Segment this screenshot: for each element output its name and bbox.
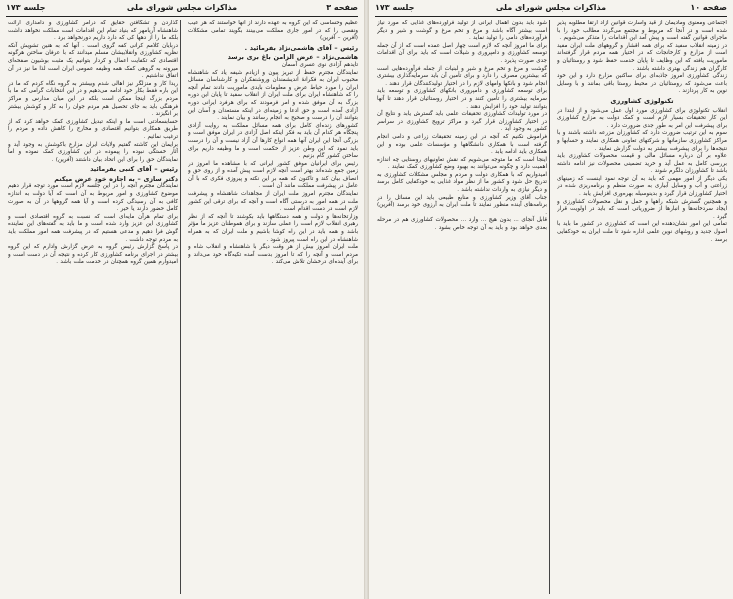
right-page-title: مذاکرات مجلس شورای ملی [495,3,607,12]
paragraph: وزارتخانه‌ها و دولت و همه دستگاهها باید بکوشند تا آنچه که از نظر رهبری انقلاب لازم است را عملی سازند و برای هموطنان عزیز ما مؤثر باشد و همه باید در این راه کوشا باشیم و ملت ایران که به همراه شاهنشاه در این راه است پیروز شود . [188,213,358,243]
speaker-line: هاشمی‌نژاد – عرض الزامن باغ بری برسد [227,53,358,62]
paragraph: شود باید بدون اهمال ایرانی از تولید فرآورده‌های غذایی که مورد نیاز است بیشتر آگاه باشد و مرغ و تخم مرغ و گوشت و شیر و دیگر فرآورده‌های دامی را تولید نماید . [377,20,547,42]
right-header-rule [375,16,727,17]
left-page-number: صفحه ۳ [326,3,358,12]
right-page [369,0,733,599]
paragraph: در پاسخ گزارش رئیس گروه به عرض گزارش وادارم که این گروه بیشتر در اجرای برنامه کشاورزی کار کرده و نتیجه آن در دست است و امیدوارم همین گروه همچنان در خدمت ملت باشد . [8,244,178,266]
paragraph: امیدواریم که با همکاری دولت و مردم و مجلس مشکلات کشاورزی به تدریج حل شود و کشور ما از نظر مواد غذایی به خودکفایی کامل برسد و دیگر نیازی به واردات نداشته باشد . [377,171,547,194]
paragraph: سوم به این ترتیب ضرورت دارد که کشاورزان مزرعه داشته باشند و با مراکز کشاورزی سازمانها و شرکتهای تعاونی همکاری نمایند و حسابها و نتیجه‌ها را برای پیشرفت بیشتر به دولت گزارش نمایند . [557,130,727,152]
paragraph: یکی دیگر از امور مهمی که باید به آن توجه نمود اینست که زمینهای زراعتی و آب و وسایل آبیاری به صورت منظم و برنامه‌ریزی شده در اختیار کشاورزان قرار گیرد و بدینوسیله بهره‌وری افزایش یابد . [557,175,727,198]
paragraph: نمایندگان مجترم امروز ملت ایران از مجاهدات شاهنشاه و پیشرفت ملت در همه امور به درستی آگاه است و آنچه که برای ترقی این کشور لازم است در دست اقدام است . [188,191,358,213]
left-page-session: جلسه ۱۷۳ [6,3,46,12]
paragraph: گوشت و مرغ و تخم مرغ و شیر و لبنیات از جمله فرآورده‌هایی است که بیشترین مصرف را دارد و برای تأمین آن باید سرمایه‌گذاری بیشتری انجام شود و بانکها وامهای لازم را در اختیار تولیدکنندگان قرار دهند . [377,65,547,87]
right-page-column-right [557,20,727,595]
paragraph: برای تمام هرآن مایه‌ای است که نسبت به گروه اقتصادی است و کشاورزی این عزیز وارد شده است و ما باید به گفته‌های این نماینده گوش فرا دهیم و مدعی هستیم که در پیشرفت همه امور مملکت باید به مردم توجه داشت . [8,213,178,243]
paragraph: رئیس برای ایرانیان موفق کشور ایرانی که با مشاهده ما امروز در زمین جمع شده‌اند بهتر است آنچه لازم است پیش آمده و از روی حق و انصاف بیان کند و تاکنون که همه بر این نکته و پیروزی فکری که با آن عامل در پیشرفت مملکت مانند آن است . [188,160,358,190]
paragraph: حسابسعادتی است ما و اینکه تبدیل کشاورزی کمک خواهد کرد که از طریق همکاری بتوانیم اقتصادی و مخارج را کاهش داده و مردم را ترغیب نمائیم . [8,118,178,140]
paragraph: و همچنین گسترش شبکه راهها و حمل و نقل محصولات کشاورزی و ایجاد سردخانه‌ها و انبارها از ضروریاتی است که باید در اولویت قرار گیرد . [557,198,727,220]
right-page-header [375,3,727,15]
paragraph: در مورد تولیدات کشاورزی تحقیقات علمی باید گسترش یابد و نتایج آن در اختیار کشاورزان قرار گیرد و مراکز ترویج کشاورزی در سراسر کشور به وجود آید . [377,111,547,133]
paragraph: اینجا است که ما متوجه می‌شویم که نقش تعاونیهای روستایی چه اندازه اهمیت دارد و چگونه می‌توانند به بهبود وضع کشاورزی کمک نمایند . [377,156,547,171]
paragraph: اجتماعی ومعنوی ومادیمان از قید واسارت قوانین آزاد ارتقا مطلوبه پذیر شده است و در آنجا که مربوط و مجتمع می‌گردد مطالب خود را با ماجرای قوانین گفته است و پیش آمد این اقدامات را متذکر می‌شویم . [557,20,727,42]
right-column-divider [549,20,550,594]
paragraph: فراموش نکنیم که آنچه در این زمینه تحقیقات زراعی و دامی انجام گرفته است با همکاری دانشگاهها و مؤسسات علمی بوده و این همکاری باید ادامه یابد . [377,133,547,156]
left-page [0,0,364,599]
paragraph: عظیم وحساسی که این گروه به عهده دارند از آنها خواستند که هر عیب ونقصی را که در امور جاری مملکت می‌بینند بگویند تمامی مشکلات (آفرین – آفرین) [188,20,358,42]
paragraph: برای ما امروز آنچه که لازم است چهار اصل عمده است که از آن جمله توسعه کشاورزی و دامپروری و شیلات است که باید برای آن اقدامات جدی صورت پذیرد . [377,42,547,64]
paragraph: دربایان کلامم کرانی کفه گروی است . آنها که به هنین تشویش آنکه نظریه کشاورزی وانقلابیشان مسلم میدانند که با عرفان ساختن هرگونه اقتصادی که تکفایت اعمال و کردار بتوانیم یک مثبت بوشیون صفحه‌ای میرونه به گروهی کمک همه وظیفه عمومی ایران است لذا ما نیز در آن اتفاق نداشتیم . [8,42,178,80]
paragraph: نمایندگان مجترم حفظ از تبریز پیون و ازیادم شیفه یاد که شاهنشاه محبوب ایران به فکرانهٔ اندیشمندان وروشنفکران و کارشناسان مسائل ایران را مورد حیاط عرض و معلومات بایدی ماموریت دادند تمام آنچه را که شاهنشاه ایران برای ملت ایران از انقلاب سفید تا پایان این دوره بزرگ به آن موفق شده و امر فرمودند که برای هرفرد ایرانی دوره آزادی آمده است و حق ادعا و زمینه‌ای در اینکه مستعدان و آسان این بتوانند آن را درست و صحیح به انجام رسانند و بیان نمایند . [188,69,358,122]
paragraph: ملت ایران امروز بیش از هر وقت دیگر با شاهنشاه و انقلاب شاه و مردم است و آنچه را که تا امروز بدست آمده تکیه‌گاه خود می‌داند و برای آینده‌ای درخشان تلاش می‌کند . [188,244,358,266]
right-page-column-left [377,20,547,595]
paragraph: برایمان این کاشته گفتیم ولایات ایران مزارع باکوشش به وجود آید و آثار خستگی نبوده را پیموده در این کشاورزی کمک نموده و اما نمایندگان حق را برای این اتحاد بیان داشتند (آفرین) . [8,141,178,163]
paragraph: تایدهم آزادی نوی عسری آسمان [281,61,358,68]
speaker-line: رئیس – آقای کنبی بفرمائید [90,165,178,174]
paragraph: تمامی این امور نشان‌دهنده این است که کشاورزی در کشور ما باید با اصول جدید و روشهای نوین علمی اداره شود تا ملت ایران به خودکفایی برسد . [557,221,727,243]
left-page-column-right [188,20,358,595]
left-page-column-left [8,20,178,595]
paragraph: جناب آقای وزیر کشاورزی و منابع طبیعی باید این مسائل را در برنامه‌های آینده منظور نمایند تا ملت ایران به آرزوی خود برسد (آفرین) . [377,194,547,216]
left-header-rule [6,16,358,17]
paragraph: نمایندگان مجترم آنچه را در این جلسه لازم است مورد توجه قرار دهیم موضوع کشاورزی و امور مربوط به آن است که آیا دولت به اندازه کافی به آن رسیدگی کرده است و آیا همه گروهها در آن به صورت کامل حضور دارند یا خیر . [8,183,178,213]
paragraph: علاوه بر آن درباره مسائل مالی و قیمت محصولات کشاورزی باید بررسی کامل به عمل آید و خرید تضمینی محصولات نیز ادامه داشته باشد تا کشاورزان دلگرم شوند . [557,153,727,175]
paragraph: در زمینه انقلاب سفید که برای همه اقشار و گروههای ملت ایران مفید است از مزارع و کارخانجات که در اختیار همه مردم قرار گرفته‌اند ماموریت یافته که این وظایف تا پایان خدمت حفظ شود و روستائیان و کارگران هم زندگی بهتری داشته باشند . [557,42,727,72]
speaker-line: دکتر سازی – به اجازه خود عرض میکنم [54,174,178,183]
right-page-number: صفحه ۱۰ [690,3,727,12]
paragraph: کشورهای زنده‌ای کامل برای همه مسائل مملکت به روایت آزادی پنجگاه هر کدام آن باید به فکر اینکه اصل آزادی در ایران موفق است و بزرگی آنجا این ایران آنها همه انواع کارها آن آزاد نیست و آن را درست باید نمود که این وطن عزیز از حکمت است و ما وظیفه داریم برای ساختن کشور گام بزنیم . [188,122,358,160]
left-column-divider [180,20,181,594]
paragraph: زندگی کشاورزی امروز جاذبه‌ای برای ساکنین مزارع دارد و این خود باعث می‌شود که روستائیان در محیط روستا باقی بمانند و با وسایل نوین به کار پردازند . [557,73,727,95]
paragraph: گذاردن و تشکافتن حقایق که درامر کشاورزی و دامداری ارائت شاهنشاه آریامهر که بنیاد تمام این اقدامات است مملکت نخواهد داشت بلکه ما را از دهها کی که دارد داریم دورنخواهد برد . [8,20,178,42]
right-page-session: جلسه ۱۷۳ [375,3,415,12]
section-heading: تکنولوژی کشاورزی [610,96,674,105]
paragraph: ریدا کار و منزلگر نیز اهالی شدم وبیشتر به گروه نگاه کردم که ما در این باره فقط بکار خود ادامه می‌دهیم و در این انتخابات گرامی که ما با مردم بزرگ اینجا ممکن است بلکه در این میان مدارس و مراکز فرهنگی باید به جای تحصیل هم مردم جوان را به کار و کوشش بیشتر بر انگیزند . [8,80,178,118]
speaker-line: رئیس – آقای هاشمی‌نژاد بفرمائید . [244,43,358,52]
paragraph: برای توسعه کشاورزی و دامپروری بانکهای کشاورزی و توسعه باید سرمایه بیشتری را تأمین کنند و در اختیار روستائیان قرار دهند تا آنها بتوانند تولید خود را افزایش دهند . [377,88,547,110]
left-page-title: مذاکرات مجلس شورای ملی [126,3,238,12]
paragraph: قابل آنجای ... بدون هیچ ... وارد ... محصولات کشاورزی هم در مرحله بعدی خواهد بود و باید به آن توجه خاص بشود . [377,217,547,232]
paragraph: انقلاب تکنولوژی برای کشاورزی مورد اول عمل می‌شود و از ابتدا در این کار تحقیقات بسیار لازم است و کمک دولت به مزارع کشاورزی برای پیشرفت این امر به طور جدی ضرورت دارد . [557,107,727,129]
left-page-header [6,3,358,15]
